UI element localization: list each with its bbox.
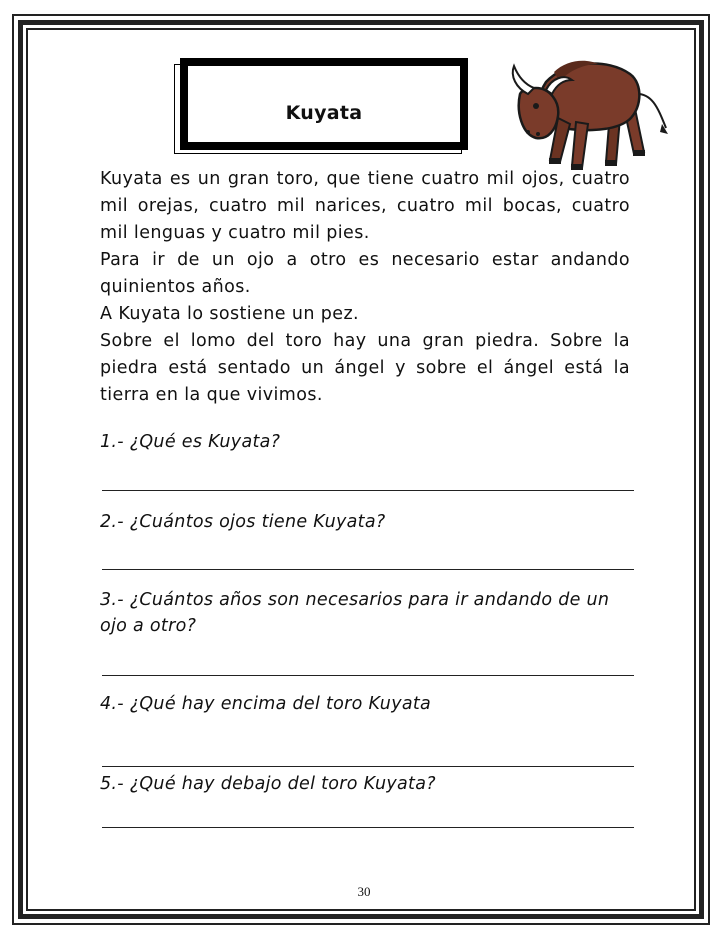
answer-line-4[interactable]	[102, 766, 634, 767]
story-paragraph: Para ir de un ojo a otro es necesario estar andando quinientos años.	[100, 250, 630, 297]
question-5: 5.- ¿Qué hay debajo del toro Kuyata?	[100, 774, 436, 794]
story-paragraph: A Kuyata lo sostiene un pez.	[100, 304, 360, 324]
story-paragraph: Sobre el lomo del toro hay una gran piedra. Sobre la piedra está sentado un ángel y sobre el ángel está la tierra en la que vivimos.	[100, 331, 630, 405]
question-2: 2.- ¿Cuántos ojos tiene Kuyata?	[100, 512, 386, 532]
page-number: 30	[357, 884, 371, 899]
answer-line-1[interactable]	[102, 490, 634, 491]
title-box	[180, 58, 468, 150]
page-title: Kuyata	[285, 102, 363, 124]
question-3: 3.- ¿Cuántos años son necesarios para ir andando de un ojo a otro?	[100, 590, 610, 636]
question-1: 1.- ¿Qué es Kuyata?	[100, 432, 281, 452]
story-paragraph: Kuyata es un gran toro, que tiene cuatro mil ojos, cuatro mil orejas, cuatro mil narices, cuatro mil bocas, cuatro mil lenguas y cuatro mil pies.	[100, 169, 630, 243]
answer-line-5[interactable]	[102, 827, 634, 828]
question-4: 4.- ¿Qué hay encima del toro Kuyata	[100, 694, 432, 714]
answer-line-3[interactable]	[102, 675, 634, 676]
story-text	[100, 166, 630, 409]
answer-line-2[interactable]	[102, 569, 634, 570]
bull-icon	[506, 42, 670, 172]
